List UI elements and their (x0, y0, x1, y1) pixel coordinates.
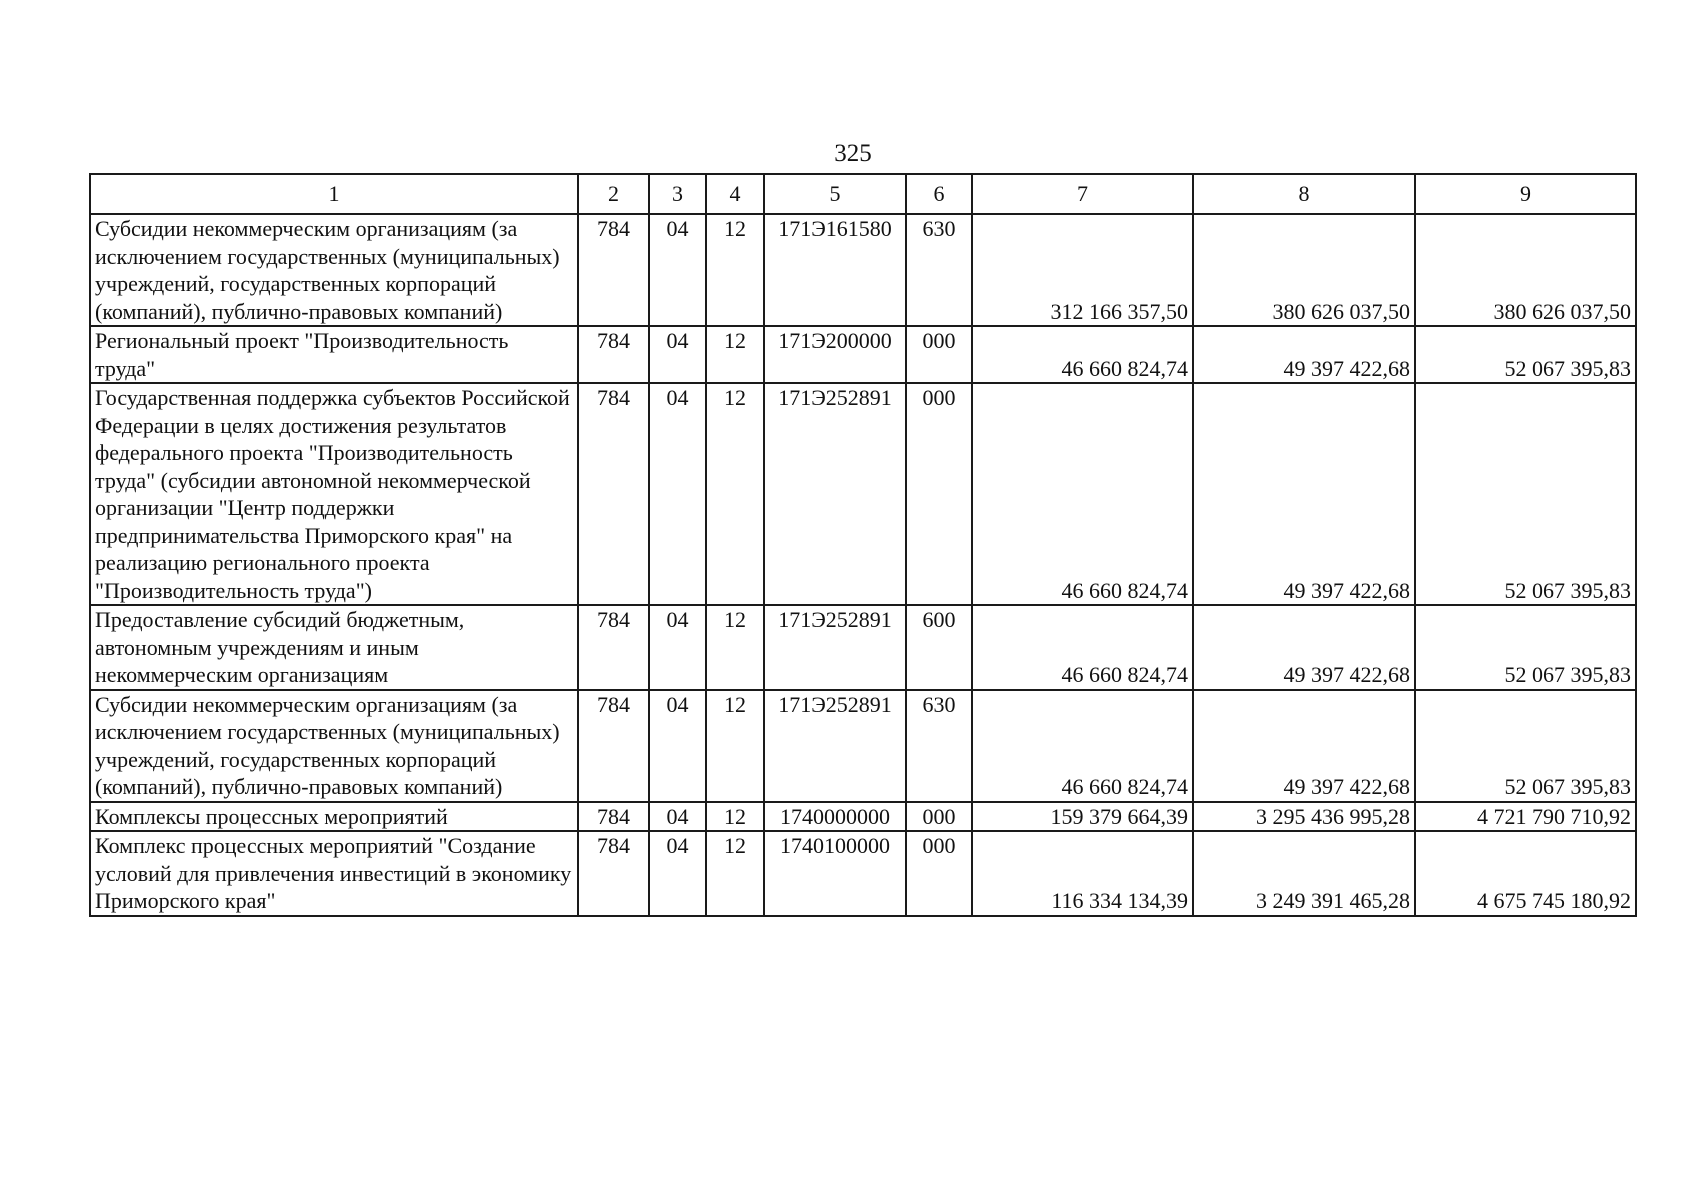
target-article-code: 171Э252891 (764, 383, 906, 605)
column-header: 1 (90, 174, 578, 214)
ministry-code: 784 (578, 326, 649, 383)
column-header: 6 (906, 174, 972, 214)
expense-type-code: 000 (906, 383, 972, 605)
subsection-code: 12 (706, 214, 764, 326)
section-code: 04 (649, 831, 706, 916)
ministry-code: 784 (578, 831, 649, 916)
row-name: Комплексы процессных мероприятий (90, 802, 578, 832)
expense-type-code: 630 (906, 214, 972, 326)
amount-col-7: 46 660 824,74 (972, 326, 1193, 383)
amount-col-8: 49 397 422,68 (1193, 383, 1415, 605)
amount-col-8: 380 626 037,50 (1193, 214, 1415, 326)
section-code: 04 (649, 326, 706, 383)
amount-col-8: 49 397 422,68 (1193, 605, 1415, 690)
column-number-row (90, 174, 1636, 214)
expense-type-code: 000 (906, 802, 972, 832)
amount-col-9: 52 067 395,83 (1415, 326, 1636, 383)
table-row (90, 831, 1636, 916)
ministry-code: 784 (578, 802, 649, 832)
amount-col-9: 52 067 395,83 (1415, 690, 1636, 802)
expense-type-code: 600 (906, 605, 972, 690)
amount-col-9: 52 067 395,83 (1415, 605, 1636, 690)
amount-col-8: 3 295 436 995,28 (1193, 802, 1415, 832)
column-header: 9 (1415, 174, 1636, 214)
section-code: 04 (649, 690, 706, 802)
section-code: 04 (649, 214, 706, 326)
column-header: 3 (649, 174, 706, 214)
table-row (90, 214, 1636, 326)
row-name: Предоставление субсидий бюджетным, автономным учреждениям и иным некоммерческим организациям (90, 605, 578, 690)
subsection-code: 12 (706, 383, 764, 605)
target-article-code: 171Э252891 (764, 605, 906, 690)
amount-col-7: 46 660 824,74 (972, 383, 1193, 605)
page-number: 325 (834, 140, 872, 167)
expense-type-code: 000 (906, 326, 972, 383)
column-header: 4 (706, 174, 764, 214)
ministry-code: 784 (578, 383, 649, 605)
amount-col-9: 52 067 395,83 (1415, 383, 1636, 605)
table-row (90, 690, 1636, 802)
amount-col-8: 3 249 391 465,28 (1193, 831, 1415, 916)
subsection-code: 12 (706, 326, 764, 383)
column-header: 8 (1193, 174, 1415, 214)
column-header: 7 (972, 174, 1193, 214)
table-row (90, 326, 1636, 383)
table-row (90, 383, 1636, 605)
subsection-code: 12 (706, 831, 764, 916)
subsection-code: 12 (706, 802, 764, 832)
column-header: 2 (578, 174, 649, 214)
section-code: 04 (649, 383, 706, 605)
amount-col-9: 4 675 745 180,92 (1415, 831, 1636, 916)
amount-col-7: 116 334 134,39 (972, 831, 1193, 916)
row-name: Субсидии некоммерческим организациям (за исключением государственных (муниципальных) учреждений, государственных корпораций (компаний), публично-правовых компаний) (90, 690, 578, 802)
amount-col-7: 46 660 824,74 (972, 690, 1193, 802)
target-article-code: 1740000000 (764, 802, 906, 832)
amount-col-8: 49 397 422,68 (1193, 690, 1415, 802)
amount-col-7: 312 166 357,50 (972, 214, 1193, 326)
expense-type-code: 000 (906, 831, 972, 916)
ministry-code: 784 (578, 690, 649, 802)
subsection-code: 12 (706, 605, 764, 690)
row-name: Субсидии некоммерческим организациям (за исключением государственных (муниципальных) учреждений, государственных корпораций (компаний), публично-правовых компаний) (90, 214, 578, 326)
target-article-code: 1740100000 (764, 831, 906, 916)
target-article-code: 171Э252891 (764, 690, 906, 802)
amount-col-7: 159 379 664,39 (972, 802, 1193, 832)
table-row (90, 802, 1636, 832)
row-name: Региональный проект "Производительность труда" (90, 326, 578, 383)
budget-table (89, 173, 1637, 917)
table-row (90, 605, 1636, 690)
target-article-code: 171Э161580 (764, 214, 906, 326)
column-header: 5 (764, 174, 906, 214)
section-code: 04 (649, 605, 706, 690)
subsection-code: 12 (706, 690, 764, 802)
target-article-code: 171Э200000 (764, 326, 906, 383)
section-code: 04 (649, 802, 706, 832)
ministry-code: 784 (578, 605, 649, 690)
amount-col-9: 4 721 790 710,92 (1415, 802, 1636, 832)
amount-col-7: 46 660 824,74 (972, 605, 1193, 690)
amount-col-8: 49 397 422,68 (1193, 326, 1415, 383)
amount-col-9: 380 626 037,50 (1415, 214, 1636, 326)
ministry-code: 784 (578, 214, 649, 326)
expense-type-code: 630 (906, 690, 972, 802)
row-name: Комплекс процессных мероприятий "Создание условий для привлечения инвестиций в экономику Приморского края" (90, 831, 578, 916)
row-name: Государственная поддержка субъектов Российской Федерации в целях достижения результатов федерального проекта "Производительность труда" (субсидии автономной некоммерческой организации "Центр поддержки предпринимательства Приморского края" на реализацию регионального проекта "Производительность труда") (90, 383, 578, 605)
